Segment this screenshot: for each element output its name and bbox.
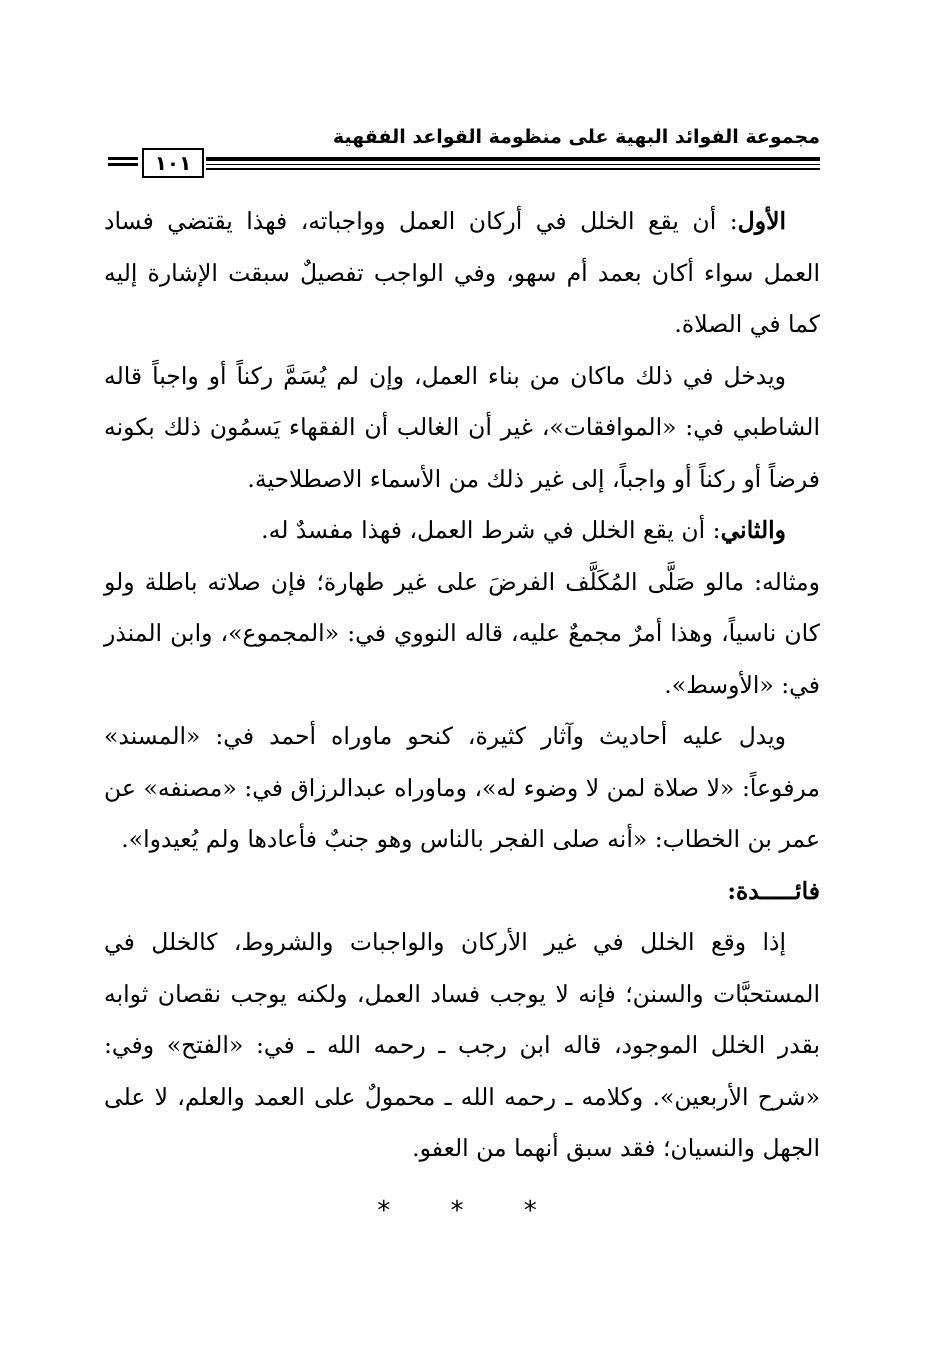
header-rule-left-bars: [108, 157, 138, 169]
page-number: ١٠١: [142, 148, 204, 178]
body-text: [104, 196, 820, 1175]
paragraph-evidence: ويدل عليه أحاديث وآثار كثيرة، كنحو ماوراه أحمد في: «المسند» مرفوعاً: «لا صلاة لمن لا وضوء له»، وماوراه عبدالرزاق في: «مصنفه» عن عمر بن الخطاب: «أنه صلى الفجر بالناس وهو جنبٌ فأعادها ولم يُعيدوا».: [104, 722, 820, 853]
faida-heading: فائـــــدة:: [727, 876, 820, 905]
paragraph-first: [104, 196, 820, 351]
paragraph-third: [104, 505, 820, 557]
paragraph-second: ويدخل في ذلك ماكان من بناء العمل، وإن لم يُسَمَّ ركناً أو واجباً قاله الشاطبي في: «الموافقات»، غير أن الغالب أن الفقهاء يَسمُون ذلك بكونه فرضاً أو ركناً أو واجباً، إلى غير ذلك من الأسماء الاصطلاحية.: [104, 361, 820, 493]
paragraph-example: ومثاله: مالو صَلَّى المُكَلَّف الفرضَ على غير طهارة؛ فإن صلاته باطلة ولو كان ناسياً، وهذا أمرٌ مجمعٌ عليه، قاله النووي في: «المجموع»، وابن المنذر في: «الأوسط».: [104, 567, 820, 699]
running-title: مجموعة الفوائد البهية على منظومة القواعد الفقهية: [332, 126, 820, 148]
header-rule-lines: [206, 157, 820, 170]
header-rule: [108, 148, 820, 178]
paragraph-first-label: الأول: [737, 207, 786, 235]
section-separator: * * *: [377, 1196, 563, 1226]
paragraph-third-label: والثاني: [720, 516, 786, 544]
paragraph-first-text: : أن يقع الخلل في أركان العمل وواجباته، فهذا يقتضي فساد العمل سواء أكان بعمد أم سهو، وفي الواجب تفصيلٌ سبقت الإشارة إليه كما في الصلاة.: [104, 207, 820, 338]
paragraph-third-text: : أن يقع الخلل في شرط العمل، فهذا مفسدٌ له.: [261, 516, 721, 544]
paragraph-faida: إذا وقع الخلل في غير الأركان والواجبات والشروط، كالخلل في المستحبَّات والسنن؛ فإنه لا يوجب فساد العمل، ولكنه يوجب نقصان ثوابه بقدر الخلل الموجود، قاله ابن رجب ـ رحمه الله ـ في: «الفتح» وفي: «شرح الأربعين». وكلامه ـ رحمه الله ـ محمولٌ على العمد والعلم، لا على الجهل والنسيان؛ فقد سبق أنهما من العفو.: [104, 928, 820, 1162]
